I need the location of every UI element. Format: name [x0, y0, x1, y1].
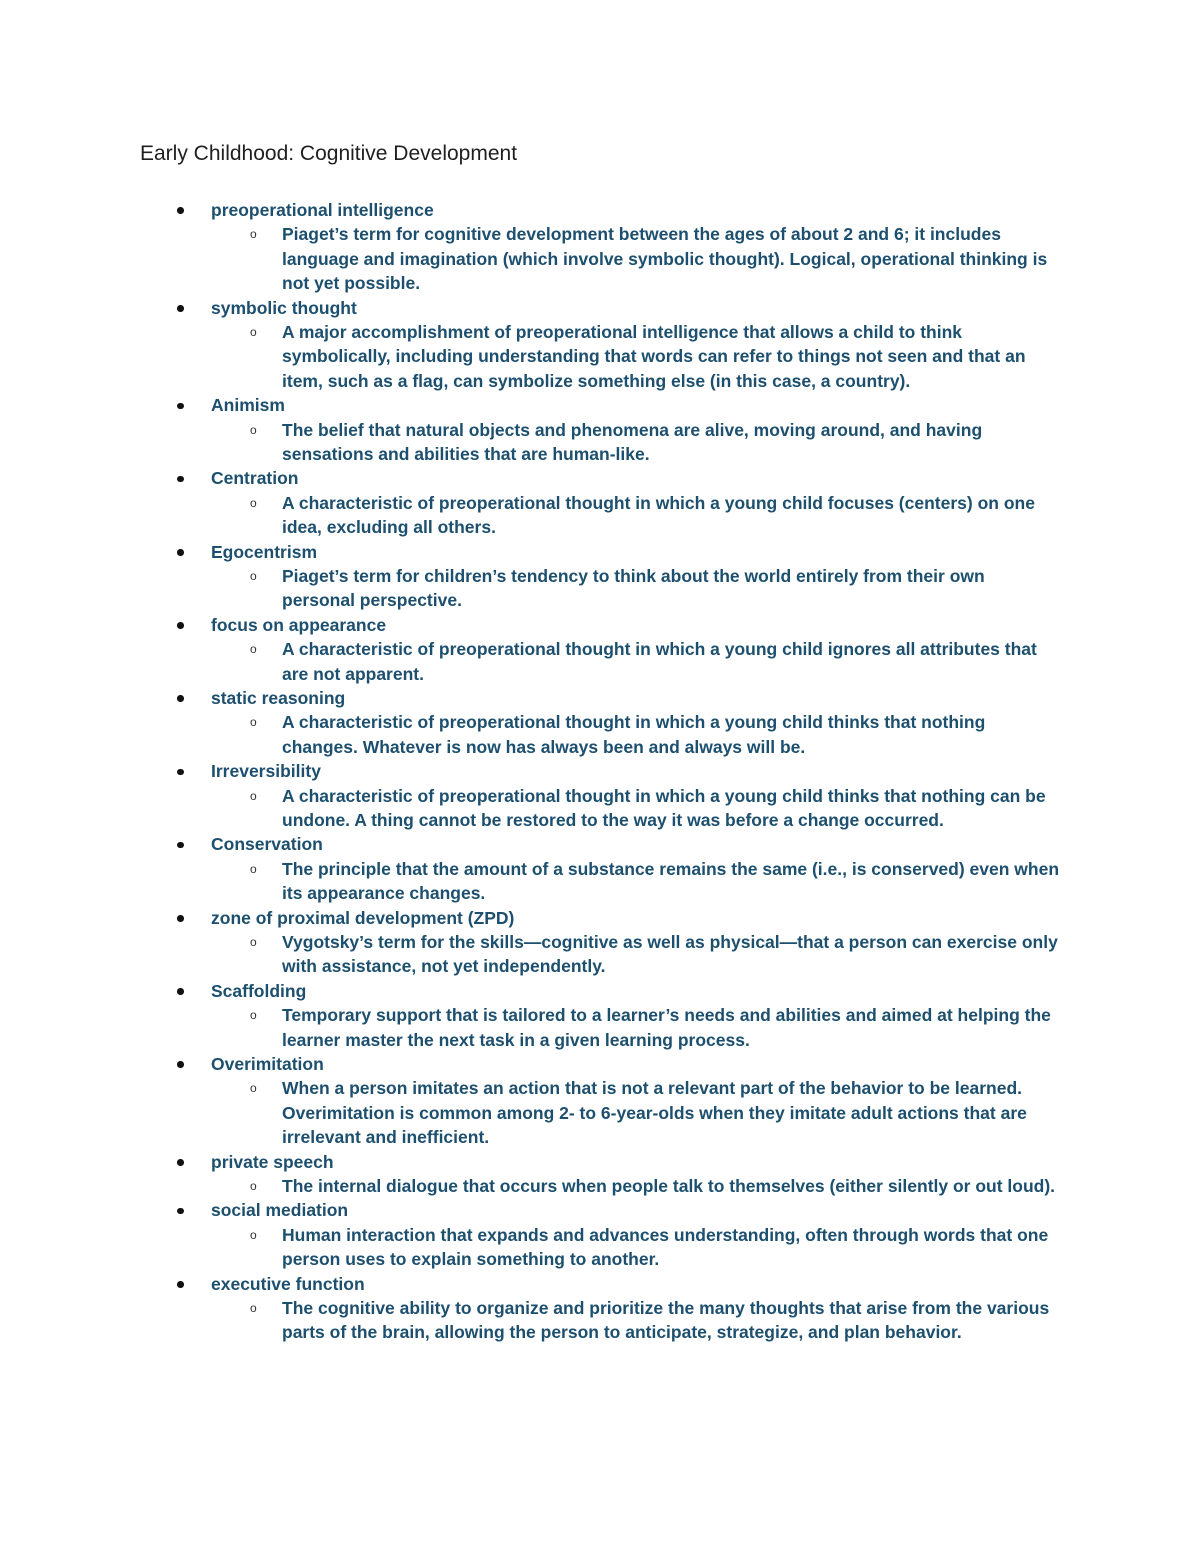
term-definition: Vygotsky’s term for the skills—cognitive as well as physical—that a person can exercise only with assistance, not yet independently. — [282, 932, 1058, 977]
term-definition: A characteristic of preoperational thought in which a young child thinks that nothing can be undone. A thing cannot be restored to the way it was before a change occurred. — [282, 785, 1046, 831]
bullet-icon — [177, 622, 184, 629]
sub-bullet-icon: o — [250, 788, 257, 803]
bullet-icon — [177, 476, 184, 483]
bullet-icon — [177, 695, 184, 702]
glossary-item — [0, 466, 1200, 539]
term-definition: The belief that natural objects and phenomena are alive, moving around, and having sensations and abilities that are human-like. — [282, 419, 983, 465]
sub-bullet-icon: o — [250, 1227, 257, 1242]
sub-bullet-icon: o — [250, 861, 257, 876]
term-label: zone of proximal development (ZPD) — [211, 907, 515, 928]
term-definition: Temporary support that is tailored to a learner’s needs and abilities and aimed at helping the learner master the next task in a given learning process. — [282, 1005, 1051, 1050]
bullet-icon — [177, 988, 184, 995]
glossary-item — [0, 393, 1200, 466]
glossary-item — [0, 540, 1200, 613]
sub-bullet-icon: o — [250, 642, 257, 657]
term-label: social mediation — [211, 1200, 349, 1221]
glossary-item — [0, 759, 1200, 832]
term-definition: The principle that the amount of a substance remains the same (i.e., is conserved) even when its appearance changes. — [282, 858, 1060, 904]
term-definition: The internal dialogue that occurs when people talk to themselves (either silently or out loud). — [282, 1176, 1056, 1197]
term-definition: A major accomplishment of preoperational intelligence that allows a child to think symbolically, including understanding that words can refer to things not seen and that an item, such as a flag, can symbolize something else (in this case, a country). — [282, 322, 1026, 391]
term-label: Scaffolding — [211, 980, 307, 1001]
sub-bullet-icon: o — [250, 1179, 257, 1194]
bullet-icon — [177, 1159, 184, 1166]
term-label: symbolic thought — [211, 297, 357, 318]
sub-bullet-icon: o — [250, 495, 257, 510]
glossary-item — [0, 906, 1200, 979]
glossary-item — [0, 1150, 1200, 1199]
bullet-icon — [177, 207, 184, 214]
bullet-icon — [177, 1061, 184, 1068]
glossary-item — [0, 198, 1200, 296]
sub-bullet-icon: o — [250, 715, 257, 730]
term-label: Egocentrism — [211, 541, 317, 562]
bullet-icon — [177, 305, 184, 312]
sub-bullet-icon: o — [250, 569, 257, 584]
glossary-item — [0, 686, 1200, 759]
bullet-icon — [177, 915, 184, 922]
sub-bullet-icon: o — [250, 935, 257, 950]
sub-bullet-icon: o — [250, 1081, 257, 1096]
bullet-icon — [177, 1208, 184, 1215]
term-definition: A characteristic of preoperational thought in which a young child thinks that nothing changes. Whatever is now has always been and always will be. — [282, 712, 986, 757]
page-title: Early Childhood: Cognitive Development — [140, 142, 518, 165]
term-definition: Piaget’s term for children’s tendency to think about the world entirely from their own personal perspective. — [282, 566, 985, 611]
bullet-icon — [177, 769, 184, 776]
term-definition: The cognitive ability to organize and prioritize the many thoughts that arise from the various parts of the brain, allowing the person to anticipate, strategize, and plan behavior. — [282, 1298, 1050, 1343]
term-label: Animism — [211, 395, 285, 416]
term-definition: Piaget’s term for cognitive development between the ages of about 2 and 6; it includes language and imagination (which involve symbolic thought). Logical, operational thinking is not yet possible. — [282, 224, 1048, 294]
term-label: Overimitation — [211, 1054, 324, 1075]
term-definition: Human interaction that expands and advances understanding, often through words that one person uses to explain something to another. — [282, 1224, 1049, 1270]
glossary-list — [0, 198, 1200, 1345]
bullet-icon — [177, 842, 184, 849]
glossary-item — [0, 832, 1200, 905]
glossary-item — [0, 979, 1200, 1052]
term-label: executive function — [211, 1273, 365, 1294]
bullet-icon — [177, 1281, 184, 1288]
sub-bullet-icon: o — [250, 1008, 257, 1023]
glossary-item — [0, 296, 1200, 394]
term-label: preoperational intelligence — [211, 200, 434, 220]
bullet-icon — [177, 403, 184, 410]
sub-bullet-icon: o — [250, 227, 257, 242]
glossary-item — [0, 1052, 1200, 1150]
sub-bullet-icon: o — [250, 325, 257, 339]
bullet-icon — [177, 549, 184, 556]
glossary-item — [0, 1272, 1200, 1345]
term-definition: A characteristic of preoperational thought in which a young child ignores all attributes that are not apparent. — [282, 639, 1037, 684]
glossary-item — [0, 613, 1200, 686]
sub-bullet-icon: o — [250, 422, 257, 437]
term-label: Conservation — [211, 834, 323, 855]
term-label: static reasoning — [211, 688, 346, 709]
term-label: Irreversibility — [211, 761, 321, 782]
term-label: focus on appearance — [211, 614, 387, 635]
glossary-item — [0, 1198, 1200, 1271]
term-definition: A characteristic of preoperational thought in which a young child focuses (centers) on one idea, excluding all others. — [282, 492, 1035, 538]
term-label: Centration — [211, 468, 299, 489]
term-definition: When a person imitates an action that is not a relevant part of the behavior to be learned. Overimitation is common among 2- to 6-year-olds when they imitate adult actions that are irrelevant and inefficient. — [282, 1078, 1027, 1148]
term-label: private speech — [211, 1151, 334, 1172]
sub-bullet-icon: o — [250, 1301, 257, 1316]
